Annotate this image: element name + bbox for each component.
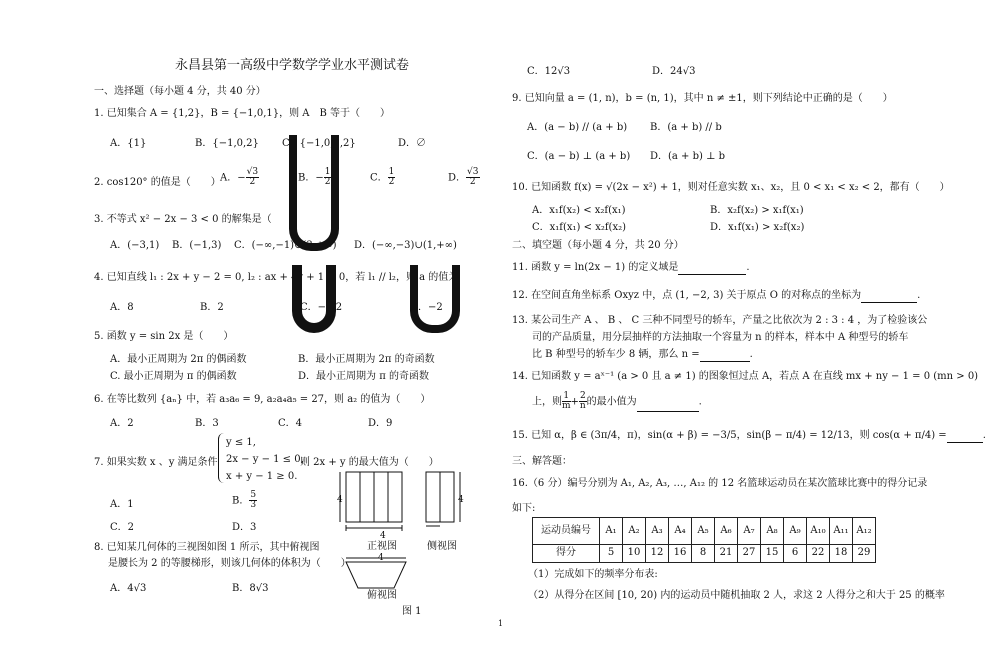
q10-stem: 10. 已知函数 f(x) = √(2x − x²) + 1，则对任意实数 x₁、x₂，且 0 < x₁ < x₂ < 2，都有（ ） bbox=[512, 182, 950, 193]
q13-line2: 司的产品质量，用分层抽样的方法抽取一个容量为 n 的样本，样本中 A 种型号的轿车 bbox=[532, 332, 909, 343]
q9-option-b: B．(a + b) // b bbox=[650, 122, 722, 133]
q10-option-c: C．x₁f(x₁) < x₂f(x₂) bbox=[532, 222, 626, 233]
table-cell: 21 bbox=[715, 545, 738, 563]
q1-option-a: A．{1} bbox=[110, 138, 147, 149]
q2-option-a: A．− $\frac{√3}{2}$ bbox=[220, 167, 259, 188]
q16-line1: 16.（6 分）编号分别为 A₁, A₂, A₃, …, A₁₂ 的 12 名篮球运动员在某次篮球比赛中的得分记录 bbox=[512, 478, 928, 489]
q7-stem: 7. 如果实数 x 、y 满足条件 bbox=[94, 457, 218, 468]
q16-line2: 如下: bbox=[512, 503, 536, 514]
pen-mark-loop bbox=[292, 265, 336, 333]
table-cell: 10 bbox=[623, 545, 646, 563]
q3-option-a: A．(−3,1) bbox=[110, 240, 160, 251]
q8-option-a: A．4√3 bbox=[110, 583, 147, 594]
figure-caption: 图 1 bbox=[402, 606, 422, 617]
q7-constraint-1: y ≤ 1, bbox=[226, 437, 256, 448]
q10-option-b: B．x₂f(x₂) > x₁f(x₁) bbox=[710, 205, 804, 216]
q12-stem: 12. 在空间直角坐标系 Oxyz 中，点 (1, −2, 3) 关于原点 O 的对称点的坐标为 . bbox=[512, 290, 921, 301]
table-cell: 8 bbox=[692, 545, 715, 563]
q6-option-c: C．4 bbox=[278, 418, 303, 429]
table-cell: A₄ bbox=[669, 518, 692, 545]
q8-stem-line1: 8. 已知某几何体的三视图如图 1 所示，其中俯视图 bbox=[94, 542, 320, 553]
q5-option-a: A．最小正周期为 2π 的偶函数 bbox=[110, 354, 247, 365]
dim-label-front-height: 4 bbox=[337, 495, 343, 505]
side-view-label: 侧视图 bbox=[427, 541, 457, 552]
top-view-label: 俯视图 bbox=[367, 590, 397, 601]
table-cell: A₁₁ bbox=[830, 518, 853, 545]
q1-option-b: B．{−1,0,2} bbox=[195, 138, 259, 149]
q13-line3: 比 B 种型号的轿车少 8 辆，那么 n = . bbox=[532, 349, 753, 360]
page-number: 1 bbox=[498, 619, 504, 628]
q2-option-d: D． $\frac{√3}{2}$ bbox=[448, 167, 479, 188]
top-view bbox=[346, 562, 406, 588]
q6-option-a: A．2 bbox=[110, 418, 134, 429]
score-table-wrap bbox=[532, 517, 876, 563]
q4-option-c: C．−1/2 bbox=[300, 302, 343, 313]
q9-option-d: D．(a + b) ⊥ b bbox=[650, 151, 726, 162]
q2-option-b: B．− $\frac{1}{2}$ bbox=[298, 167, 331, 188]
q5-option-c: C. 最小正周期为 π 的偶函数 bbox=[110, 371, 237, 382]
q4-stem: 4. 已知直线 l₁ : 2x + y − 2 = 0, l₂ : ax + 4y + 1 = 0，若 l₁ // l₂，则 a 的值为 bbox=[94, 272, 459, 283]
q7-constraint-2: 2x − y − 1 ≤ 0, bbox=[226, 454, 304, 465]
q3-option-d: D．(−∞,−3)∪(1,+∞) bbox=[354, 240, 457, 251]
q16-sub2: （2）从得分在区间 [10, 20) 内的运动员中随机抽取 2 人，求这 2 人得分之和大于 25 的概率 bbox=[528, 590, 945, 601]
q3-stem: 3. 不等式 x² − 2x − 3 < 0 的解集是（ ） bbox=[94, 214, 302, 225]
front-view-label: 正视图 bbox=[367, 541, 397, 552]
three-view-figure bbox=[330, 468, 470, 608]
q8-stem-line2: 是腰长为 2 的等腰梯形，则该几何体的体积为（ ） bbox=[108, 558, 351, 569]
q5-option-d: D．最小正周期为 π 的奇函数 bbox=[298, 371, 429, 382]
table-row-ids bbox=[533, 518, 876, 545]
table-cell: 15 bbox=[761, 545, 784, 563]
table-cell: A₃ bbox=[646, 518, 669, 545]
section-fill-heading: 二、填空题（每小题 4 分，共 20 分） bbox=[512, 240, 684, 251]
q9-option-a: A．(a − b) // (a + b) bbox=[527, 122, 628, 133]
table-cell: 16 bbox=[669, 545, 692, 563]
q13-answer-blank[interactable] bbox=[700, 361, 750, 362]
dim-label-front-width: 4 bbox=[380, 531, 386, 541]
section-choice-heading: 一、选择题（每小题 4 分，共 40 分） bbox=[94, 86, 266, 97]
page-title: 永昌县第一高级中学数学学业水平测试卷 bbox=[175, 58, 410, 73]
q16-sub1: （1）完成如下的频率分布表: bbox=[528, 569, 658, 580]
table-cell: 5 bbox=[600, 545, 623, 563]
score-table bbox=[532, 517, 876, 563]
table-cell: 18 bbox=[830, 545, 853, 563]
dim-label-side-height: 4 bbox=[458, 495, 464, 505]
q4-option-a: A．8 bbox=[110, 302, 134, 313]
table-cell: A₆ bbox=[715, 518, 738, 545]
q10-option-a: A．x₁f(x₂) < x₂f(x₁) bbox=[532, 205, 626, 216]
q4-option-b: B．2 bbox=[200, 302, 224, 313]
q7-option-a: A．1 bbox=[110, 499, 134, 510]
section-answer-heading: 三、解答题： bbox=[512, 456, 572, 467]
q9-stem: 9. 已知向量 a = (1, n)，b = (n, 1)，其中 n ≠ ±1，则下列结论中正确的是（ ） bbox=[512, 93, 893, 104]
table-cell: A₂ bbox=[623, 518, 646, 545]
dim-label-top-width: 4 bbox=[378, 553, 384, 563]
table-cell: 22 bbox=[807, 545, 830, 563]
table-cell: A₇ bbox=[738, 518, 761, 545]
table-cell: A₁ bbox=[600, 518, 623, 545]
system-brace bbox=[218, 433, 225, 483]
q14-line2: 上，则 $\frac{1}{m}$ + $\frac{2}{n}$ 的最小值为 . bbox=[532, 391, 702, 412]
q6-option-b: B．3 bbox=[195, 418, 219, 429]
table-header-cell: 运动员编号 bbox=[533, 518, 600, 545]
q11-answer-blank[interactable] bbox=[678, 274, 746, 275]
q7-option-d: D．3 bbox=[232, 522, 257, 533]
q9-option-c: C．(a − b) ⊥ (a + b) bbox=[527, 151, 631, 162]
q3-option-b: B．(−1,3) bbox=[172, 240, 222, 251]
q5-option-b: B．最小正周期为 2π 的奇函数 bbox=[298, 354, 435, 365]
q6-stem: 6. 在等比数列 {aₙ} 中，若 a₃a₆ = 9, a₂a₄a₅ = 27，则 a₂ 的值为（ ） bbox=[94, 394, 431, 405]
table-cell: A₁₂ bbox=[853, 518, 876, 545]
q12-answer-blank[interactable] bbox=[861, 302, 917, 303]
table-cell: A₅ bbox=[692, 518, 715, 545]
table-header-cell: 得分 bbox=[533, 545, 600, 563]
table-cell: 12 bbox=[646, 545, 669, 563]
q10-option-d: D．x₁f(x₁) > x₂f(x₂) bbox=[710, 222, 805, 233]
q5-stem: 5. 函数 y = sin 2x 是（ ） bbox=[94, 331, 234, 342]
q15-stem: 15. 已知 α，β ∈ (3π/4，π)，sin(α + β) = −3/5，sin(β − π/4) = 12/13，则 cos(α + π/4) = . bbox=[512, 430, 986, 441]
q14-line1: 14. 已知函数 y = aˣ⁻¹ (a > 0 且 a ≠ 1) 的图象恒过点 A，若点 A 在直线 mx + ny − 1 = 0 (mn > 0) bbox=[512, 371, 979, 382]
q4-option-d: D．−2 bbox=[410, 302, 443, 313]
table-row-scores bbox=[533, 545, 876, 563]
table-cell: 6 bbox=[784, 545, 807, 563]
q7-stem-tail: 则 2x + y 的最大值为（ ） bbox=[300, 457, 439, 468]
q7-option-b: B． $\frac{5}{3}$ bbox=[232, 490, 257, 511]
table-cell: A₈ bbox=[761, 518, 784, 545]
q2-stem: 2. cos120° 的值是（ ） bbox=[94, 177, 221, 188]
table-cell: A₉ bbox=[784, 518, 807, 545]
table-cell: 29 bbox=[853, 545, 876, 563]
q8-option-b: B．8√3 bbox=[232, 583, 269, 594]
q8-option-d: D．24√3 bbox=[652, 66, 696, 77]
q3-option-c: C．(−∞,−1)∪(3,+∞) bbox=[234, 240, 337, 251]
q1-stem: 1. 已知集合 A = {1,2}，B = {−1,0,1}，则 A B 等于（ ） bbox=[94, 108, 391, 119]
pen-mark-loop bbox=[289, 135, 339, 251]
q7-constraint-3: x + y − 1 ≥ 0. bbox=[226, 471, 298, 482]
pen-mark-loop bbox=[410, 265, 460, 333]
q15-answer-blank[interactable] bbox=[947, 442, 983, 443]
table-cell: A₁₀ bbox=[807, 518, 830, 545]
q14-answer-blank[interactable] bbox=[637, 411, 699, 412]
q1-option-c: C．{−1,0,1,2} bbox=[282, 138, 356, 149]
q13-line1: 13. 某公司生产 A 、 B 、 C 三种不同型号的轿车，产量之比依次为 2 : 3 : 4 ，为了检验该公 bbox=[512, 315, 928, 326]
q11-stem: 11. 函数 y = ln(2x − 1) 的定义域是 . bbox=[512, 262, 750, 273]
q6-option-d: D．9 bbox=[368, 418, 393, 429]
q8-option-c: C．12√3 bbox=[527, 66, 571, 77]
q7-option-c: C．2 bbox=[110, 522, 135, 533]
q1-option-d: D．∅ bbox=[398, 138, 427, 149]
q2-option-c: C． $\frac{1}{2}$ bbox=[370, 167, 395, 188]
table-cell: 27 bbox=[738, 545, 761, 563]
